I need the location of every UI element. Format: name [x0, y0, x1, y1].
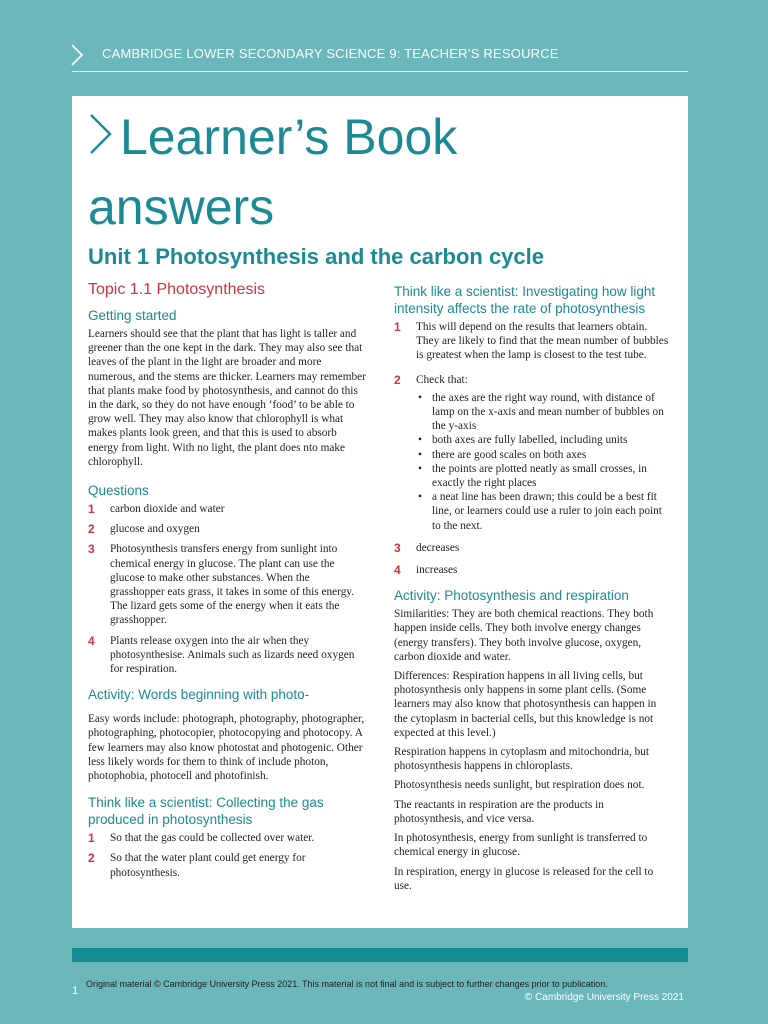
question-number: 4 [88, 633, 95, 648]
getting-started-heading: Getting started [88, 308, 177, 323]
question-number: 4 [394, 563, 401, 578]
question-number: 2 [88, 851, 95, 866]
question-answer: Photosynthesis transfers energy from sunlight into chemical energy in glucose. The plant can use the glucose to make other substances. When the grasshopper eats grass, it takes in some of this energy. The lizard gets some of the energy when it eats the grasshopper. [110, 543, 355, 627]
think-gas-heading: Think like a scientist: Collecting the gas produced in photosynthesis [88, 795, 324, 828]
header-title: CAMBRIDGE LOWER SECONDARY SCIENCE 9: TEACHER’S RESOURCE [102, 46, 559, 61]
footer-bar [72, 948, 688, 962]
question-answer: decreases [416, 541, 460, 554]
question-answer: increases [416, 564, 458, 577]
question-answer: carbon dioxide and water [110, 503, 225, 516]
chevron-right-icon [88, 112, 114, 156]
checklist [416, 391, 672, 533]
page-title-line2: answers [88, 179, 275, 235]
question-item [394, 320, 672, 363]
paragraph: In respiration, energy in glucose is released for the cell to use. [394, 865, 654, 892]
chevron-right-icon [70, 44, 84, 66]
activity-words-heading: Activity: Words beginning with photo- [88, 687, 310, 703]
paragraph: Similarities: They are both chemical reactions. They both happen inside cells. They both involve energy changes (energy transfers). They both involve glucose, oxygen, carbon dioxide and water. [394, 608, 654, 663]
question-item [88, 831, 366, 845]
checklist-item: • a neat line has been drawn; this could be a best fit line, or learners could use a ruler to join each point to the next. [418, 491, 662, 532]
question-item [394, 373, 672, 533]
right-column [394, 283, 672, 898]
question-number: 3 [394, 540, 401, 555]
question-item [88, 634, 366, 677]
question-answer: Plants release oxygen into the air when they photosynthesise. Animals such as lizards need oxygen for respiration. [110, 634, 355, 676]
running-header [0, 0, 768, 72]
question-answer: Check that: [416, 373, 468, 386]
question-item [88, 502, 366, 516]
questions-heading: Questions [88, 483, 149, 499]
question-answer: This will depend on the results that learners obtain. They are likely to find that the mean number of bubbles is greatest when the lamp is closest to the test tube. [416, 321, 669, 362]
footer-disclaimer: Original material © Cambridge University Press 2021. This material is not final and is subject to further changes prior to publication. [86, 979, 608, 989]
paragraph: Respiration happens in cytoplasm and mitochondria, but photosynthesis happens in chloroplasts. [394, 746, 650, 773]
checklist-item: • the points are plotted neatly as small crosses, in exactly the right places [418, 462, 647, 490]
left-column [88, 281, 366, 886]
question-item [88, 522, 366, 536]
activity-words-text: Easy words include: photograph, photography, photographer, photographing, photocopier, photocopying and photocopy. A few learners may also know photostat and photogenic. Other less likely words for them to think of include photon, photophobia, photocell and photofinish. [88, 713, 365, 783]
checklist-item: • the axes are the right way round, with distance of lamp on the x-axis and mean number of bubbles on the y-axis [418, 391, 664, 433]
activity-resp-heading: Activity: Photosynthesis and respiration [394, 588, 629, 604]
think-light-heading: Think like a scientist: Investigating how light intensity affects the rate of photosynthesis [394, 284, 656, 316]
paragraph: Differences: Respiration happens in all living cells, but photosynthesis only happens in some plant cells. (Some learners may also know that photosynthesis can happen in the cytoplasm in bacterial cells, but this knowledge is not expected at this level.) [394, 670, 657, 739]
question-number: 3 [88, 542, 95, 557]
page-panel [72, 96, 688, 928]
paragraph: Photosynthesis needs sunlight, but respiration does not. [394, 779, 645, 792]
page-title [88, 102, 648, 242]
question-item [394, 563, 672, 577]
question-number: 2 [88, 522, 95, 537]
getting-started-text: Learners should see that the plant that has light is taller and greener than the one kept in the dark. They may also see that leaves of the plant in the light are broader and more numerous, and the stems are thicker. Learners may remember that plants make food by photosynthesis, and cannot do this in the dark, so they do not have enough ‘food’ to be able to grow well. They may also know that chlorophyll is what makes plants look green, and that this is used to absorb energy from light. With no light, the plant does nto make chlorophyll. [88, 328, 366, 468]
page-number: 1 [72, 985, 79, 997]
page-title-line1: Learner’s Book [120, 109, 458, 165]
topic-heading: Topic 1.1 Photosynthesis [88, 281, 265, 298]
question-number: 2 [394, 372, 401, 387]
paragraph: In photosynthesis, energy from sunlight is transferred to chemical energy in glucose. [394, 832, 648, 859]
question-answer: glucose and oxygen [110, 523, 200, 536]
unit-title: Unit 1 Photosynthesis and the carbon cycle [88, 244, 544, 269]
question-item [88, 542, 366, 627]
question-number: 1 [88, 502, 95, 517]
header-divider [72, 71, 688, 72]
question-number: 1 [88, 831, 95, 846]
checklist-item: • there are good scales on both axes [418, 448, 587, 461]
paragraph: The reactants in respiration are the products in photosynthesis, and vice versa. [394, 798, 604, 825]
question-item [88, 851, 366, 879]
question-item [394, 541, 672, 555]
question-answer: So that the water plant could get energy for photosynthesis. [110, 852, 306, 879]
question-number: 1 [394, 320, 401, 334]
checklist-item: • both axes are fully labelled, including units [418, 434, 628, 447]
question-answer: So that the gas could be collected over water. [110, 832, 315, 845]
copyright-notice: © Cambridge University Press 2021 [524, 992, 684, 1003]
